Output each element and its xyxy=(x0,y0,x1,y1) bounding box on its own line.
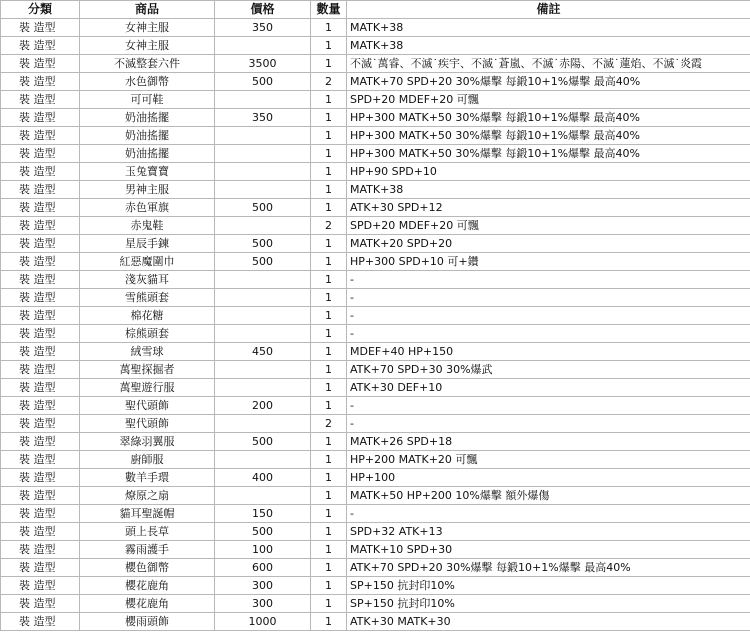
cell-category[interactable]: 裝 造型 xyxy=(1,55,80,73)
cell-qty[interactable]: 1 xyxy=(311,361,347,379)
cell-qty[interactable]: 2 xyxy=(311,217,347,235)
cell-item[interactable]: 玉兔寶寶 xyxy=(80,163,215,181)
table-row xyxy=(1,325,750,343)
table-row xyxy=(1,199,750,217)
cell-item[interactable]: 貓耳聖誕帽 xyxy=(80,505,215,523)
cell-note[interactable]: - xyxy=(347,271,750,289)
cell-note[interactable]: MATK+70 SPD+20 30%爆擊 每鍛10+1%爆擊 最高40% xyxy=(347,73,750,91)
cell-category[interactable]: 裝 造型 xyxy=(1,127,80,145)
cell-item[interactable]: 翠綠羽翼服 xyxy=(80,433,215,451)
table-row xyxy=(1,181,750,199)
cell-qty[interactable]: 1 xyxy=(311,181,347,199)
cell-item[interactable]: 女神主服 xyxy=(80,19,215,37)
cell-qty[interactable]: 1 xyxy=(311,541,347,559)
cell-note[interactable]: MATK+50 HP+200 10%爆擊 額外爆傷 xyxy=(347,487,750,505)
cell-price[interactable] xyxy=(215,451,311,469)
cell-qty[interactable]: 1 xyxy=(311,91,347,109)
cell-qty[interactable]: 1 xyxy=(311,19,347,37)
cell-qty[interactable]: 1 xyxy=(311,145,347,163)
cell-item[interactable]: 櫻花鹿角 xyxy=(80,577,215,595)
cell-item[interactable]: 霧雨護手 xyxy=(80,541,215,559)
cell-item[interactable]: 櫻雨頭飾 xyxy=(80,613,215,631)
cell-item[interactable]: 棉花糖 xyxy=(80,307,215,325)
cell-category[interactable]: 裝 造型 xyxy=(1,19,80,37)
col-header-price[interactable]: 價格 xyxy=(215,1,311,19)
cell-price[interactable] xyxy=(215,325,311,343)
cell-price[interactable]: 300 xyxy=(215,595,311,613)
cell-qty[interactable]: 1 xyxy=(311,559,347,577)
cell-qty[interactable]: 1 xyxy=(311,325,347,343)
cell-qty[interactable]: 1 xyxy=(311,505,347,523)
cell-item[interactable]: 數羊手環 xyxy=(80,469,215,487)
table-row xyxy=(1,271,750,289)
table-row xyxy=(1,91,750,109)
cell-note[interactable]: HP+100 xyxy=(347,469,750,487)
cell-category[interactable]: 裝 造型 xyxy=(1,451,80,469)
cell-note[interactable]: HP+300 MATK+50 30%爆擊 每鍛10+1%爆擊 最高40% xyxy=(347,145,750,163)
table-row xyxy=(1,577,750,595)
cell-qty[interactable]: 1 xyxy=(311,271,347,289)
cell-item[interactable]: 絨雪球 xyxy=(80,343,215,361)
cell-category[interactable]: 裝 造型 xyxy=(1,613,80,631)
cell-note[interactable]: - xyxy=(347,307,750,325)
cell-item[interactable]: 萬聖探掘者 xyxy=(80,361,215,379)
cell-qty[interactable]: 1 xyxy=(311,37,347,55)
cell-price[interactable] xyxy=(215,127,311,145)
cell-price[interactable]: 500 xyxy=(215,235,311,253)
cell-category[interactable]: 裝 造型 xyxy=(1,73,80,91)
table-row xyxy=(1,595,750,613)
cell-qty[interactable]: 1 xyxy=(311,577,347,595)
cell-item[interactable]: 奶油搖擺 xyxy=(80,145,215,163)
cell-category[interactable]: 裝 造型 xyxy=(1,253,80,271)
cell-category[interactable]: 裝 造型 xyxy=(1,361,80,379)
cell-qty[interactable]: 1 xyxy=(311,451,347,469)
cell-item[interactable]: 萬聖遊行服 xyxy=(80,379,215,397)
cell-note[interactable]: - xyxy=(347,325,750,343)
cell-note[interactable]: MDEF+40 HP+150 xyxy=(347,343,750,361)
cell-note[interactable]: ATK+70 SPD+20 30%爆擊 每鍛10+1%爆擊 最高40% xyxy=(347,559,750,577)
cell-price[interactable]: 500 xyxy=(215,73,311,91)
cell-price[interactable]: 600 xyxy=(215,559,311,577)
table-row xyxy=(1,73,750,91)
cell-category[interactable]: 裝 造型 xyxy=(1,487,80,505)
cell-note[interactable]: HP+90 SPD+10 xyxy=(347,163,750,181)
cell-category[interactable]: 裝 造型 xyxy=(1,199,80,217)
cell-category[interactable]: 裝 造型 xyxy=(1,289,80,307)
cell-price[interactable]: 400 xyxy=(215,469,311,487)
cell-category[interactable]: 裝 造型 xyxy=(1,433,80,451)
cell-item[interactable]: 燎原之扇 xyxy=(80,487,215,505)
cell-qty[interactable]: 1 xyxy=(311,487,347,505)
cell-qty[interactable]: 1 xyxy=(311,163,347,181)
cell-qty[interactable]: 1 xyxy=(311,379,347,397)
cell-note[interactable]: MATK+38 xyxy=(347,19,750,37)
cell-category[interactable]: 裝 造型 xyxy=(1,163,80,181)
table-body xyxy=(1,19,750,631)
table-row xyxy=(1,343,750,361)
cell-note[interactable]: MATK+20 SPD+20 xyxy=(347,235,750,253)
cell-item[interactable]: 櫻花鹿角 xyxy=(80,595,215,613)
cell-note[interactable]: - xyxy=(347,415,750,433)
cell-note[interactable]: 不滅˙萬睿、不滅˙疾宇、不滅˙蒼嵐、不滅˙赤陽、不滅˙蓮焰、不滅˙炎霞 xyxy=(347,55,750,73)
table-row xyxy=(1,19,750,37)
table-row xyxy=(1,559,750,577)
cell-price[interactable]: 150 xyxy=(215,505,311,523)
cell-category[interactable]: 裝 造型 xyxy=(1,217,80,235)
cell-qty[interactable]: 1 xyxy=(311,109,347,127)
table-row xyxy=(1,55,750,73)
table-row xyxy=(1,289,750,307)
cell-price[interactable]: 3500 xyxy=(215,55,311,73)
cell-price[interactable]: 350 xyxy=(215,109,311,127)
cell-note[interactable]: - xyxy=(347,289,750,307)
table-row xyxy=(1,127,750,145)
cell-note[interactable]: SPD+32 ATK+13 xyxy=(347,523,750,541)
table-row xyxy=(1,163,750,181)
cell-price[interactable]: 500 xyxy=(215,199,311,217)
cell-category[interactable]: 裝 造型 xyxy=(1,181,80,199)
cell-price[interactable]: 100 xyxy=(215,541,311,559)
cell-price[interactable] xyxy=(215,379,311,397)
cell-category[interactable]: 裝 造型 xyxy=(1,235,80,253)
cell-note[interactable]: - xyxy=(347,505,750,523)
cell-qty[interactable]: 1 xyxy=(311,55,347,73)
cell-category[interactable]: 裝 造型 xyxy=(1,379,80,397)
cell-note[interactable]: SPD+20 MDEF+20 可飄 xyxy=(347,91,750,109)
col-header-note[interactable]: 備註 xyxy=(347,1,750,19)
cell-category[interactable]: 裝 造型 xyxy=(1,541,80,559)
cell-price[interactable]: 500 xyxy=(215,523,311,541)
table-row xyxy=(1,37,750,55)
cell-price[interactable]: 350 xyxy=(215,19,311,37)
cell-item[interactable]: 可可鞋 xyxy=(80,91,215,109)
cell-note[interactable]: ATK+70 SPD+30 30%爆武 xyxy=(347,361,750,379)
cell-category[interactable]: 裝 造型 xyxy=(1,595,80,613)
cell-price[interactable] xyxy=(215,91,311,109)
cell-item[interactable]: 水色御幣 xyxy=(80,73,215,91)
cell-price[interactable] xyxy=(215,271,311,289)
cell-category[interactable]: 裝 造型 xyxy=(1,109,80,127)
cell-item[interactable]: 不滅整套六件 xyxy=(80,55,215,73)
table-row xyxy=(1,397,750,415)
cell-note[interactable]: ATK+30 MATK+30 xyxy=(347,613,750,631)
cell-qty[interactable]: 1 xyxy=(311,397,347,415)
cell-category[interactable]: 裝 造型 xyxy=(1,469,80,487)
cell-price[interactable] xyxy=(215,361,311,379)
cell-item[interactable]: 星辰手鍊 xyxy=(80,235,215,253)
table-row xyxy=(1,469,750,487)
cell-price[interactable] xyxy=(215,163,311,181)
cell-note[interactable]: MATK+10 SPD+30 xyxy=(347,541,750,559)
cell-item[interactable]: 赤鬼鞋 xyxy=(80,217,215,235)
cell-note[interactable]: - xyxy=(347,397,750,415)
cell-note[interactable]: HP+200 MATK+20 可飄 xyxy=(347,451,750,469)
cell-qty[interactable]: 1 xyxy=(311,235,347,253)
table-row xyxy=(1,109,750,127)
cell-price[interactable]: 1000 xyxy=(215,613,311,631)
cell-item[interactable]: 棕熊頭套 xyxy=(80,325,215,343)
cell-qty[interactable]: 2 xyxy=(311,415,347,433)
table-row xyxy=(1,451,750,469)
cell-item[interactable]: 奶油搖擺 xyxy=(80,109,215,127)
cell-item[interactable]: 聖代頭飾 xyxy=(80,415,215,433)
cell-category[interactable]: 裝 造型 xyxy=(1,37,80,55)
cell-item[interactable]: 聖代頭飾 xyxy=(80,397,215,415)
cell-note[interactable]: MATK+26 SPD+18 xyxy=(347,433,750,451)
cell-price[interactable]: 500 xyxy=(215,433,311,451)
table-row xyxy=(1,523,750,541)
cell-qty[interactable]: 1 xyxy=(311,523,347,541)
cell-item[interactable]: 赤色軍旗 xyxy=(80,199,215,217)
cell-price[interactable]: 200 xyxy=(215,397,311,415)
cell-note[interactable]: ATK+30 DEF+10 xyxy=(347,379,750,397)
cell-price[interactable] xyxy=(215,415,311,433)
cell-note[interactable]: HP+300 MATK+50 30%爆擊 每鍛10+1%爆擊 最高40% xyxy=(347,127,750,145)
cell-note[interactable]: SP+150 抗封印10% xyxy=(347,595,750,613)
cell-category[interactable]: 裝 造型 xyxy=(1,505,80,523)
cell-category[interactable]: 裝 造型 xyxy=(1,343,80,361)
cell-price[interactable] xyxy=(215,37,311,55)
cell-category[interactable]: 裝 造型 xyxy=(1,325,80,343)
header-row xyxy=(1,1,750,19)
cell-category[interactable]: 裝 造型 xyxy=(1,271,80,289)
cell-note[interactable]: HP+300 MATK+50 30%爆擊 每鍛10+1%爆擊 最高40% xyxy=(347,109,750,127)
table-row xyxy=(1,145,750,163)
cell-qty[interactable]: 2 xyxy=(311,73,347,91)
cell-price[interactable]: 300 xyxy=(215,577,311,595)
cell-note[interactable]: SPD+20 MDEF+20 可飄 xyxy=(347,217,750,235)
cell-qty[interactable]: 1 xyxy=(311,199,347,217)
cell-qty[interactable]: 1 xyxy=(311,433,347,451)
cell-note[interactable]: HP+300 SPD+10 可+鑽 xyxy=(347,253,750,271)
table-row xyxy=(1,217,750,235)
cell-qty[interactable]: 1 xyxy=(311,253,347,271)
cell-qty[interactable]: 1 xyxy=(311,127,347,145)
cell-qty[interactable]: 1 xyxy=(311,613,347,631)
cell-category[interactable]: 裝 造型 xyxy=(1,577,80,595)
table-row xyxy=(1,613,750,631)
cell-price[interactable]: 500 xyxy=(215,253,311,271)
cell-item[interactable]: 紅惡魔圍巾 xyxy=(80,253,215,271)
cell-price[interactable] xyxy=(215,307,311,325)
cell-price[interactable]: 450 xyxy=(215,343,311,361)
table-row xyxy=(1,307,750,325)
table-row xyxy=(1,433,750,451)
cell-qty[interactable]: 1 xyxy=(311,343,347,361)
cell-price[interactable] xyxy=(215,487,311,505)
cell-price[interactable] xyxy=(215,181,311,199)
cell-item[interactable]: 奶油搖擺 xyxy=(80,127,215,145)
cell-item[interactable]: 淺灰貓耳 xyxy=(80,271,215,289)
table-row xyxy=(1,235,750,253)
cell-qty[interactable]: 1 xyxy=(311,595,347,613)
cell-note[interactable]: MATK+38 xyxy=(347,181,750,199)
cell-item[interactable]: 櫻色御幣 xyxy=(80,559,215,577)
cell-item[interactable]: 女神主服 xyxy=(80,37,215,55)
cell-category[interactable]: 裝 造型 xyxy=(1,559,80,577)
cell-category[interactable]: 裝 造型 xyxy=(1,145,80,163)
table-row xyxy=(1,487,750,505)
cell-price[interactable] xyxy=(215,289,311,307)
col-header-qty[interactable]: 數量 xyxy=(311,1,347,19)
cell-qty[interactable]: 1 xyxy=(311,289,347,307)
table-row xyxy=(1,253,750,271)
cell-item[interactable]: 頭上長草 xyxy=(80,523,215,541)
cell-price[interactable] xyxy=(215,217,311,235)
table-row xyxy=(1,505,750,523)
table-row xyxy=(1,541,750,559)
cell-price[interactable] xyxy=(215,145,311,163)
cell-category[interactable]: 裝 造型 xyxy=(1,307,80,325)
cell-note[interactable]: ATK+30 SPD+12 xyxy=(347,199,750,217)
col-header-category[interactable]: 分類 xyxy=(1,1,80,19)
cell-category[interactable]: 裝 造型 xyxy=(1,397,80,415)
cell-category[interactable]: 裝 造型 xyxy=(1,523,80,541)
table-row xyxy=(1,361,750,379)
cell-item[interactable]: 男神主服 xyxy=(80,181,215,199)
cell-item[interactable]: 雪熊頭套 xyxy=(80,289,215,307)
cell-category[interactable]: 裝 造型 xyxy=(1,415,80,433)
cell-qty[interactable]: 1 xyxy=(311,307,347,325)
cell-qty[interactable]: 1 xyxy=(311,469,347,487)
cell-note[interactable]: SP+150 抗封印10% xyxy=(347,577,750,595)
table-row xyxy=(1,415,750,433)
cell-item[interactable]: 廚師服 xyxy=(80,451,215,469)
table-row xyxy=(1,379,750,397)
cell-category[interactable]: 裝 造型 xyxy=(1,91,80,109)
cell-note[interactable]: MATK+38 xyxy=(347,37,750,55)
col-header-item[interactable]: 商品 xyxy=(80,1,215,19)
